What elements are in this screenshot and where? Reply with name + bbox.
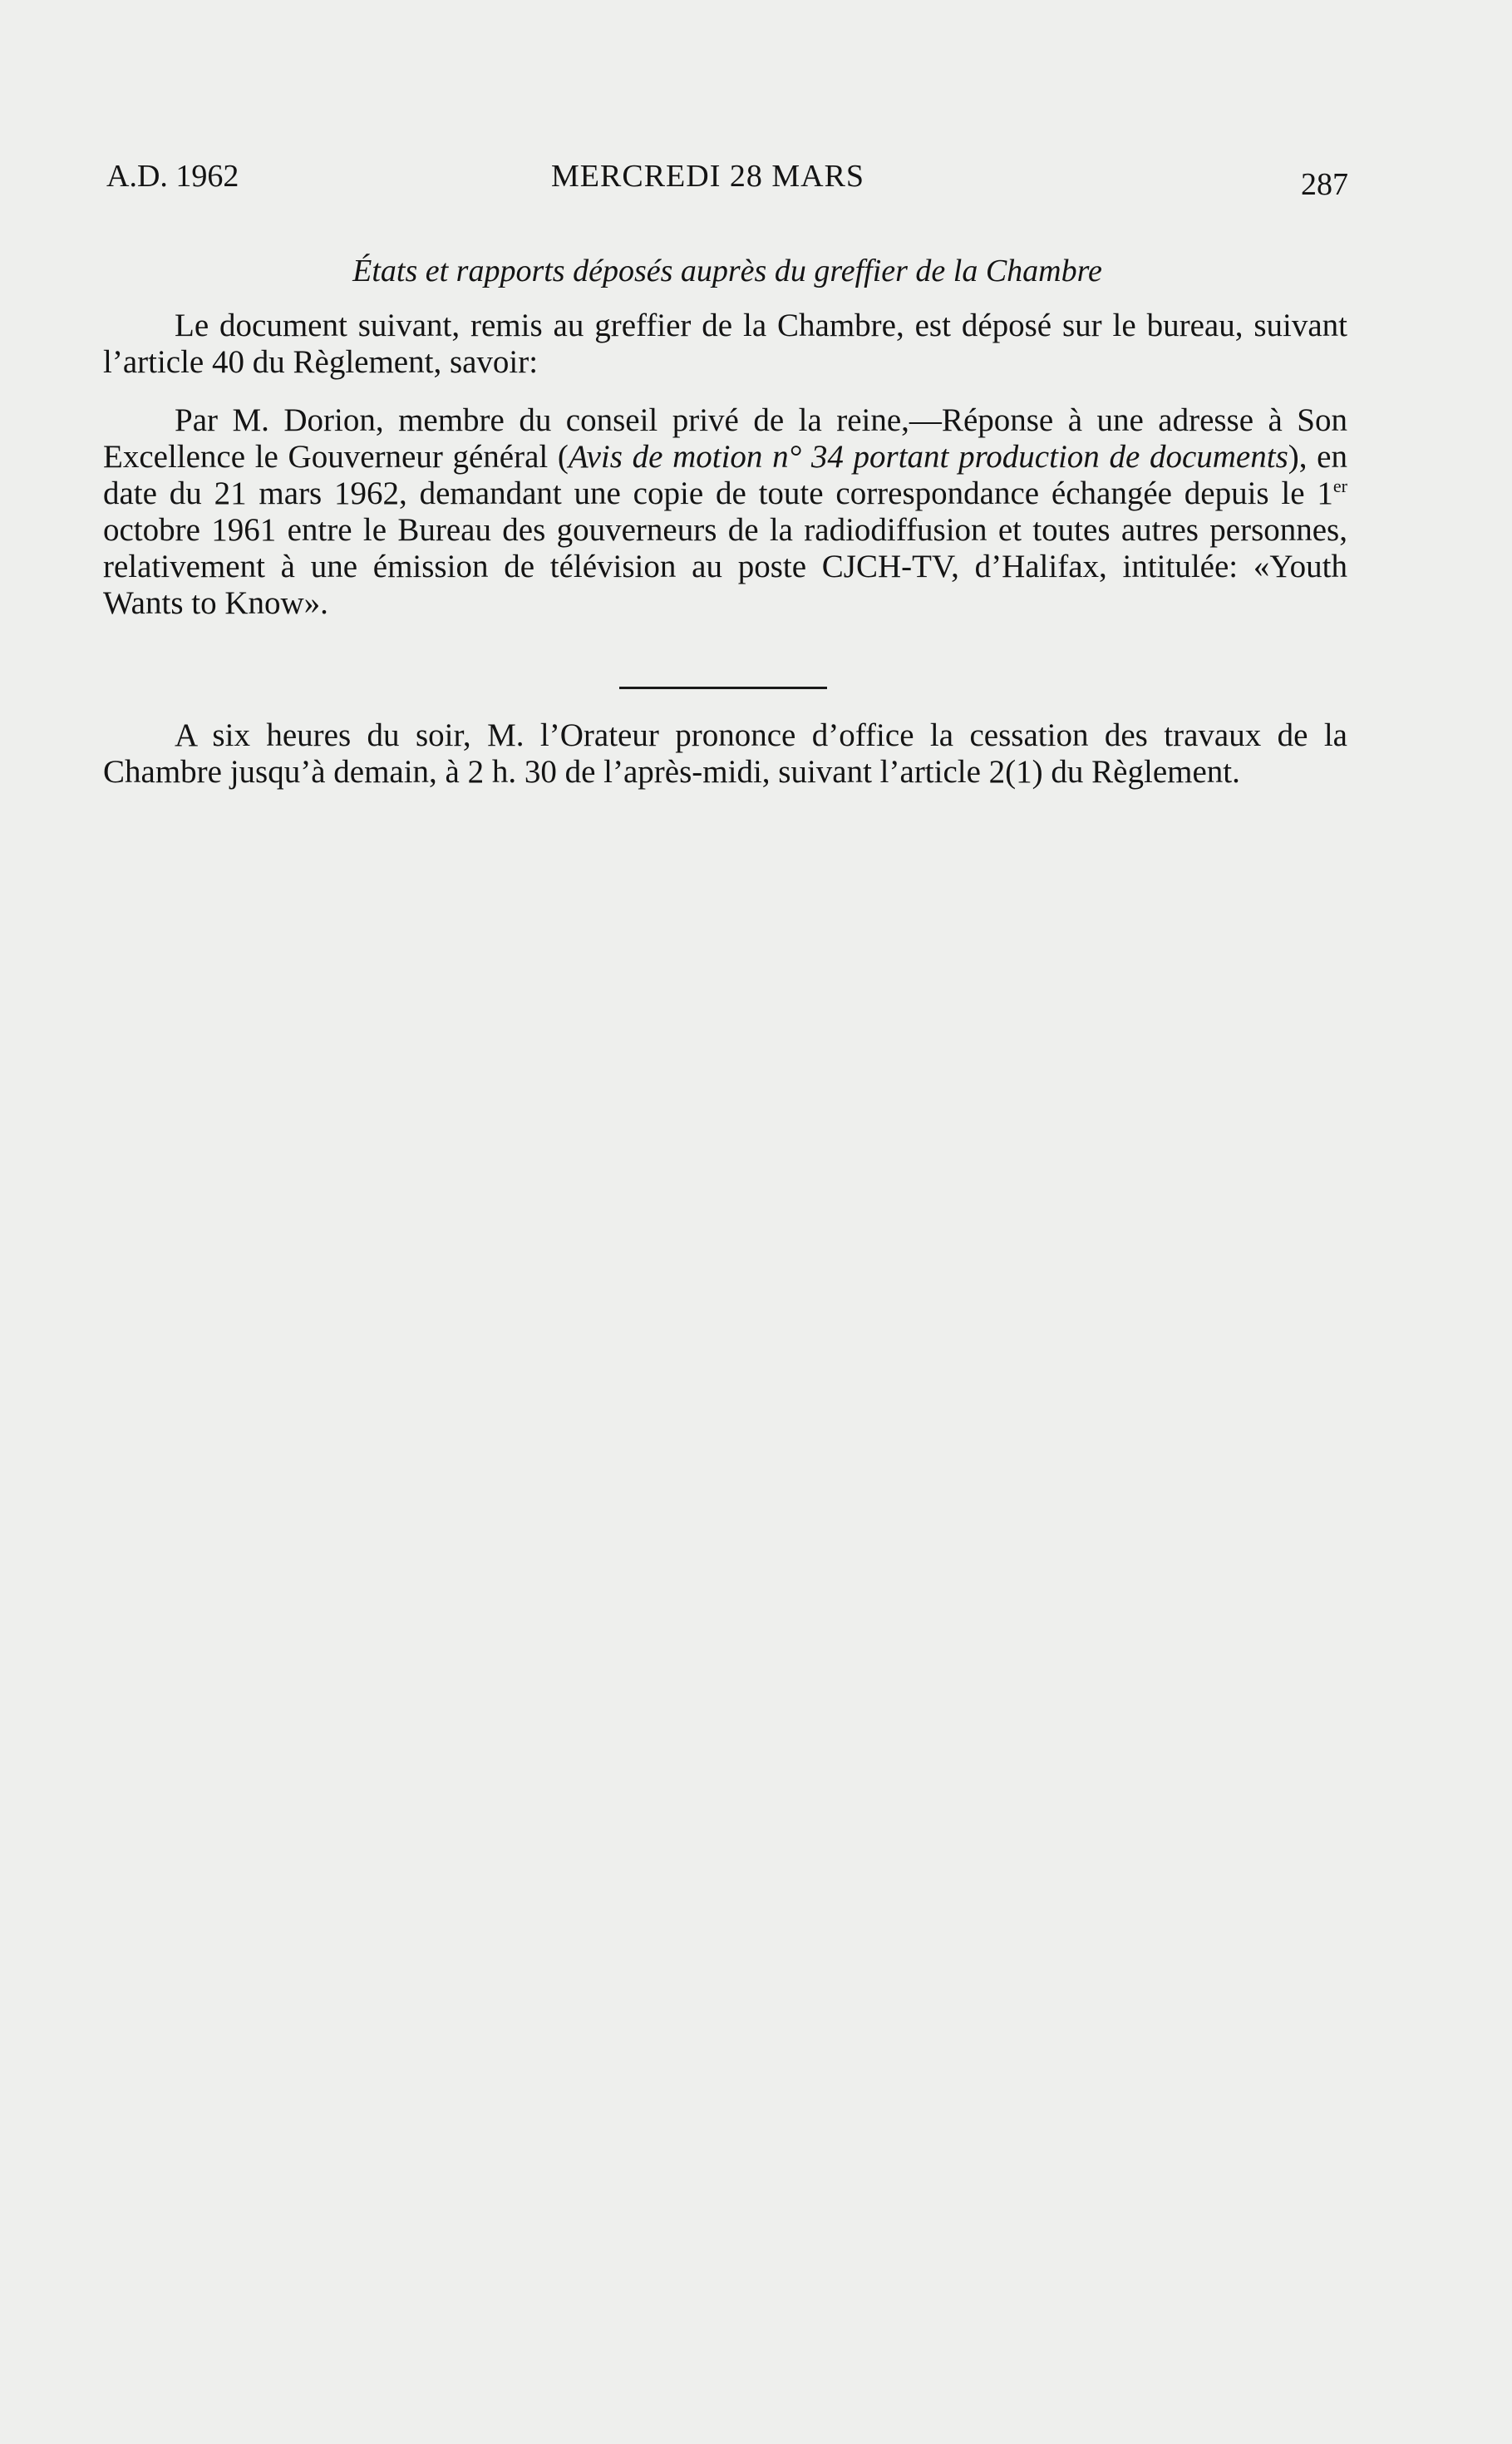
ordinal-superscript: er — [1332, 475, 1347, 496]
paragraph-dorion-text-1: Par M. Dorion, membre du conseil privé de la reine,—Réponse à une adresse à Son Excellence le Gouverneur général ( — [103, 402, 1347, 475]
page-number: 287 — [1301, 167, 1348, 202]
section-title: États et rapports déposés auprès du greffier de la Chambre — [352, 254, 1102, 288]
paragraph-dorion-text-3: octobre 1961 entre le Bureau des gouverneurs de la radiodiffusion et toutes autres personnes, relativement à une émission de télévision au poste CJCH-TV, d’Halifax, intitulée: «Youth Wants to Know». — [103, 512, 1347, 621]
paragraph-adjournment: A six heures du soir, M. l’Orateur prononce d’office la cessation des travaux de la Chambre jusqu’à demain, à 2 h. 30 de l’après-midi, suivant l’article 2(1) du Règlement. — [103, 717, 1347, 790]
section-divider — [619, 687, 827, 689]
running-header — [106, 158, 1348, 208]
header-year: A.D. 1962 — [106, 159, 239, 194]
paragraph-document-deposit: Le document suivant, remis au greffier de la Chambre, est déposé sur le bureau, suivant l’article 40 du Règlement, savoir: — [103, 308, 1347, 380]
paragraph-dorion-italic: Avis de motion n° 34 portant production de documents — [568, 439, 1288, 475]
paragraph-dorion-text-2: ), en date du 21 mars 1962, demandant une copie de toute correspondance échangée depuis le 1 — [103, 439, 1347, 511]
header-date: MERCREDI 28 MARS — [551, 159, 865, 194]
paragraph-dorion-response — [103, 402, 1347, 622]
